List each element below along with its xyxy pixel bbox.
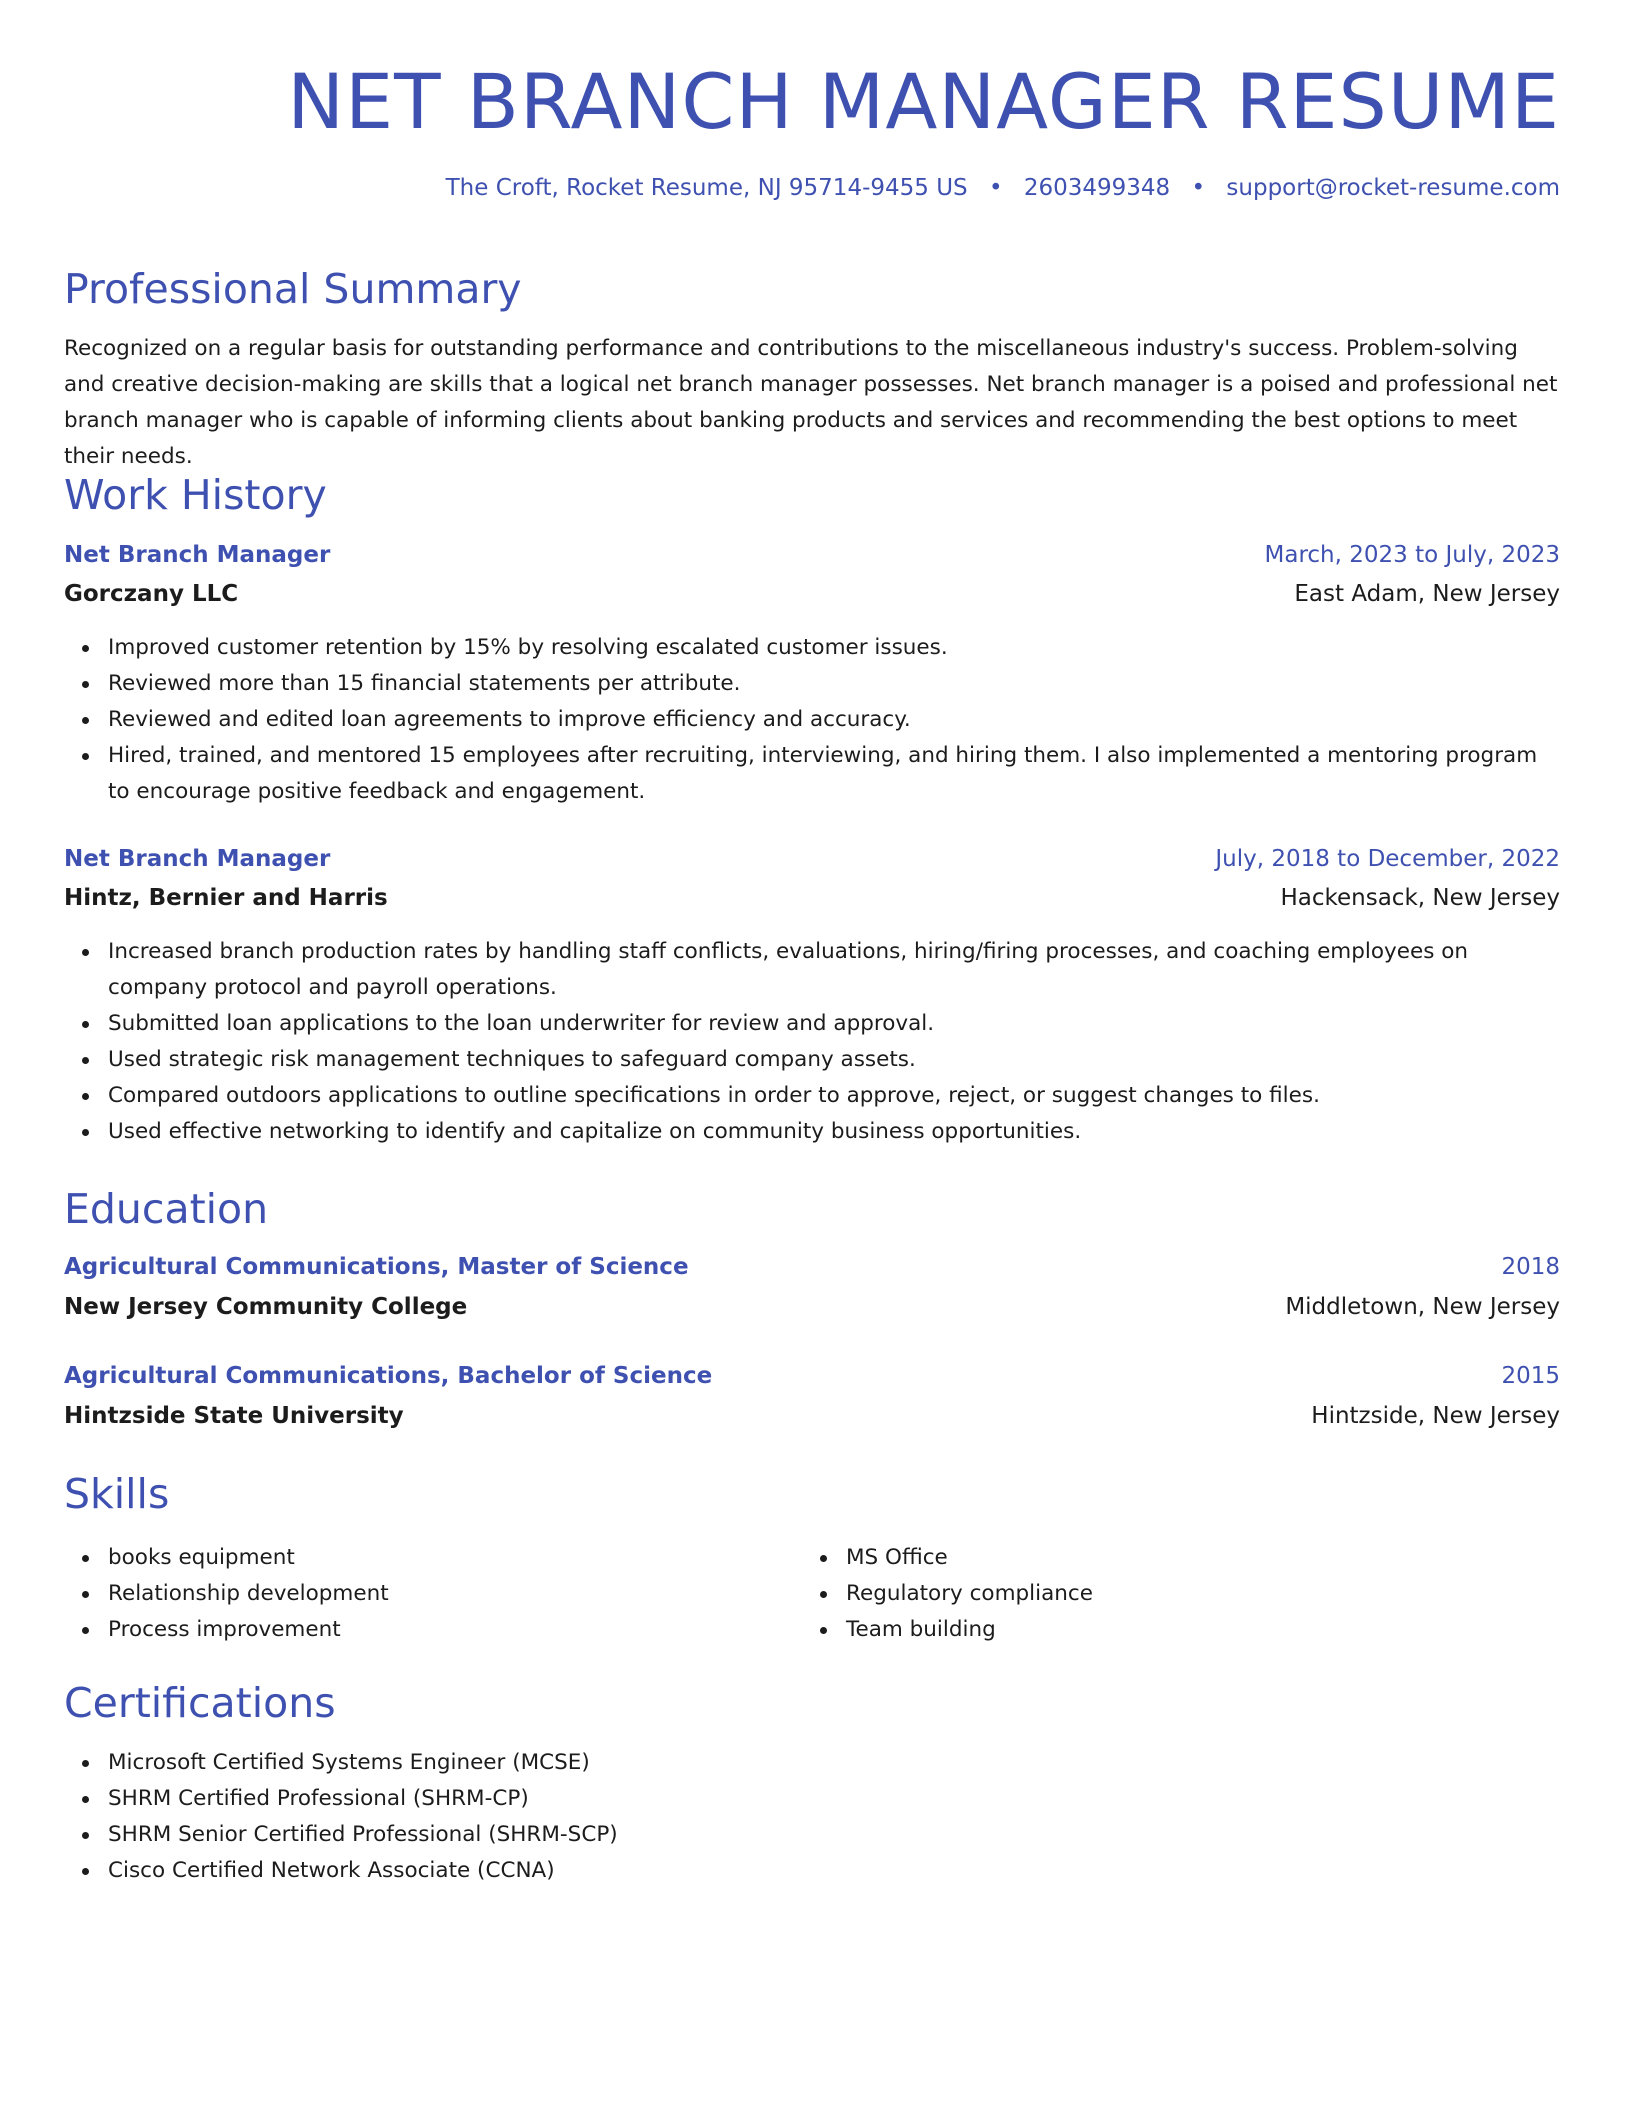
- section-heading-education: Education: [64, 1185, 269, 1233]
- education-school: New Jersey Community College: [64, 1294, 468, 1320]
- skill-item: Regulatory compliance: [846, 1576, 1540, 1612]
- list-item: Hired, trained, and mentored 15 employees after recruiting, interviewing, and hiring them. I also implemented a mentoring program to encourage positive feedback and engagement.: [108, 738, 1560, 810]
- education-year: 2018: [1501, 1254, 1560, 1280]
- certification-item: SHRM Certified Professional (SHRM-CP): [108, 1781, 1560, 1817]
- education-school: Hintzside State University: [64, 1403, 404, 1429]
- skill-item: books equipment: [108, 1540, 802, 1576]
- education-location: Middletown, New Jersey: [1285, 1294, 1560, 1320]
- skill-item: MS Office: [846, 1540, 1540, 1576]
- skills-list-right: [802, 1540, 1540, 1648]
- education-subheader: [64, 1400, 1560, 1432]
- section-heading-work: Work History: [64, 471, 327, 519]
- job-location: Hackensack, New Jersey: [1280, 885, 1560, 911]
- contact-address: The Croft, Rocket Resume, NJ 95714-9455 US: [445, 175, 968, 201]
- education-header: [64, 1360, 1560, 1392]
- list-item: Improved customer retention by 15% by resolving escalated customer issues.: [108, 630, 1560, 666]
- skills-list-left: [64, 1540, 802, 1648]
- skill-item: Relationship development: [108, 1576, 802, 1612]
- list-item: Reviewed and edited loan agreements to improve efficiency and accuracy.: [108, 702, 1560, 738]
- contact-separator: •: [1191, 175, 1206, 201]
- job-subheader: [64, 882, 1560, 914]
- job-header: [64, 539, 1560, 571]
- job-bullets: [64, 630, 1560, 810]
- education-location: Hintzside, New Jersey: [1311, 1403, 1560, 1429]
- job-dates: July, 2018 to December, 2022: [1215, 846, 1560, 872]
- education-degree: Agricultural Communications, Bachelor of Science: [64, 1363, 713, 1389]
- education-header: [64, 1251, 1560, 1283]
- resume-page: [64, 0, 1560, 1883]
- education-subheader: [64, 1291, 1560, 1323]
- certifications-list: [64, 1745, 1560, 1889]
- summary-text: Recognized on a regular basis for outstanding performance and contributions to the miscellaneous industry's success. Problem-solving and creative decision-making are skills that a logical net branch manager possesses. Net branch manager is a poised and professional net branch manager who is capable of informing clients about banking products and services and recommending the best options to meet their needs.: [64, 336, 1558, 469]
- job-role: Net Branch Manager: [64, 846, 331, 872]
- job-dates: March, 2023 to July, 2023: [1264, 542, 1560, 568]
- list-item: Reviewed more than 15 financial statements per attribute.: [108, 666, 1560, 702]
- skill-item: Team building: [846, 1612, 1540, 1648]
- certification-item: Microsoft Certified Systems Engineer (MCSE): [108, 1745, 1560, 1781]
- contact-line: [64, 172, 1560, 204]
- list-item: Used strategic risk management techniques to safeguard company assets.: [108, 1042, 1560, 1078]
- list-item: Used effective networking to identify and capitalize on community business opportunities.: [108, 1114, 1560, 1150]
- skill-item: Process improvement: [108, 1612, 802, 1648]
- list-item: Compared outdoors applications to outline specifications in order to approve, reject, or suggest changes to files.: [108, 1078, 1560, 1114]
- job-bullets: [64, 934, 1560, 1150]
- resume-title: NET BRANCH MANAGER RESUME: [287, 57, 1560, 146]
- section-heading-skills: Skills: [64, 1470, 170, 1518]
- section-heading-certifications: Certifications: [64, 1679, 336, 1727]
- contact-separator: •: [988, 175, 1003, 201]
- job-company: Gorczany LLC: [64, 581, 239, 607]
- education-year: 2015: [1501, 1363, 1560, 1389]
- job-company: Hintz, Bernier and Harris: [64, 885, 388, 911]
- list-item: Submitted loan applications to the loan underwriter for review and approval.: [108, 1006, 1560, 1042]
- education-degree: Agricultural Communications, Master of Science: [64, 1254, 689, 1280]
- job-subheader: [64, 578, 1560, 610]
- skills-columns: [64, 1540, 1560, 1648]
- contact-email[interactable]: support@rocket-resume.com: [1226, 175, 1560, 201]
- job-header: [64, 843, 1560, 875]
- job-location: East Adam, New Jersey: [1294, 581, 1560, 607]
- job-role: Net Branch Manager: [64, 542, 331, 568]
- list-item: Increased branch production rates by handling staff conflicts, evaluations, hiring/firing processes, and coaching employees on company protocol and payroll operations.: [108, 934, 1560, 1006]
- certification-item: Cisco Certified Network Associate (CCNA): [108, 1853, 1560, 1889]
- certification-item: SHRM Senior Certified Professional (SHRM-SCP): [108, 1817, 1560, 1853]
- section-heading-summary: Professional Summary: [64, 265, 522, 313]
- contact-phone: 2603499348: [1023, 175, 1171, 201]
